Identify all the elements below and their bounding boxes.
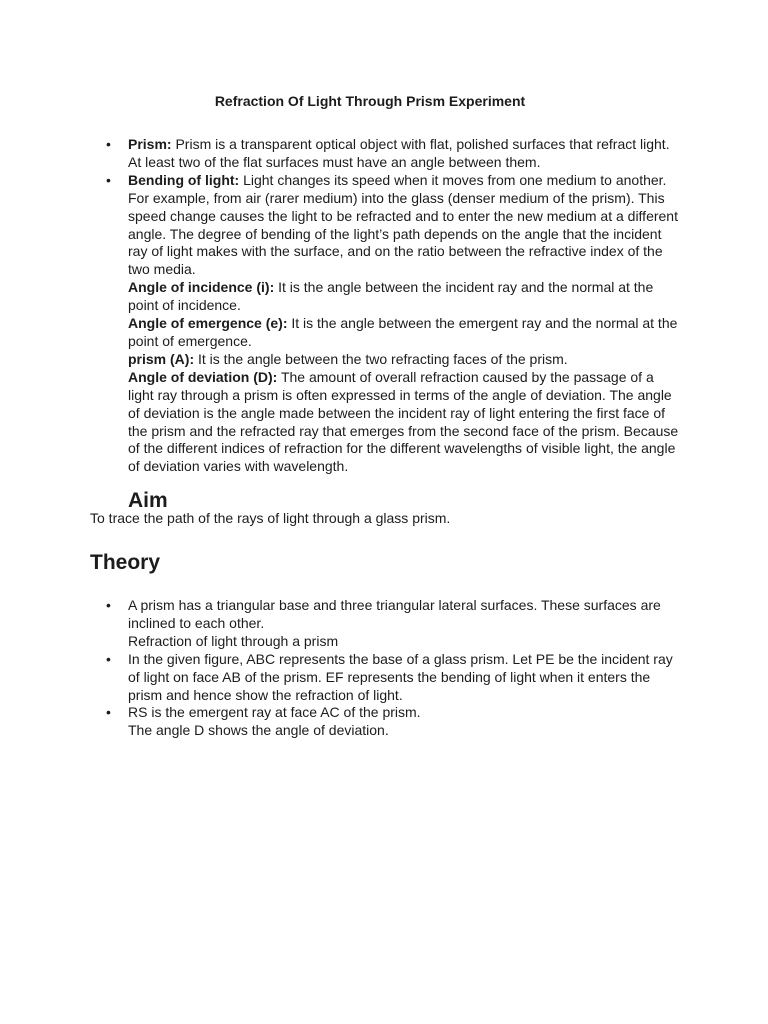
aim-text: To trace the path of the rays of light through a glass prism. [90, 510, 451, 526]
definition-bending-of-light [128, 172, 680, 279]
bullet-icon: • [106, 171, 111, 188]
bullet-icon: • [106, 136, 111, 152]
definition-text: The amount of overall refraction caused by the passage of a light ray through a prism is often expressed in terms of the angle of deviation. The angle of deviation is the angle made between the incident ray of light entering the first face of the prism and the refracted ray that emerges from the second face of the prism. Because of the different indices of refraction for the different wavelengths of visible light, the angle of deviation varies with wavelength. [128, 368, 679, 475]
definition-text: Prism is a transparent optical object with flat, polished surfaces that refract light. At least two of the flat surfaces must have an angle between them. [128, 136, 670, 170]
theory-item-text: In the given figure, ABC represents the base of a glass prism. Let PE be the incident ray of light on face AB of the prism. EF represents the bending of light when it enters the prism and hence show the refraction of light. [128, 650, 673, 703]
theory-heading: Theory [90, 551, 161, 574]
list-item [90, 136, 680, 172]
bullet-icon: • [106, 704, 111, 721]
definition-term: prism (A): [128, 350, 195, 367]
bullet-icon: • [106, 650, 111, 667]
definition-text: Light changes its speed when it moves from one medium to another. For example, from air (rarer medium) into the glass (denser medium of the prism). This speed change causes the light to be refracted and to enter the new medium at a different angle. The degree of bending of the light’s path depends on the angle that the incident ray of light makes with the surface, and on the ratio between the refractive index of the two media. [128, 171, 678, 278]
list-item [90, 704, 680, 740]
definition-text: It is the angle between the incident ray and the normal at the point of incidence. [128, 279, 654, 314]
definition-angle-of-emergence [128, 315, 680, 351]
definition-text: It is the angle between the two refracting faces of the prism. [194, 350, 568, 367]
definitions-list [90, 136, 680, 476]
list-item [90, 597, 680, 651]
theory-item-extra: Refraction of light through a prism [128, 632, 339, 649]
list-item [90, 651, 680, 705]
definition-angle-of-incidence [128, 279, 680, 315]
theory-item-text: RS is the emergent ray at face AC of the prism. [128, 704, 421, 721]
theory-item-text: A prism has a triangular base and three triangular lateral surfaces. These surfaces are inclined to each other. [128, 597, 661, 631]
list-item [90, 172, 680, 476]
document-title: Refraction Of Light Through Prism Experiment [214, 93, 526, 109]
definition-angle-of-deviation [128, 369, 680, 476]
definition-term: Angle of incidence (i): [128, 279, 275, 296]
bullet-icon: • [106, 597, 111, 613]
aim-heading: Aim [128, 489, 168, 512]
definition-prism-angle [128, 351, 680, 369]
definition-text: It is the angle between the emergent ray and the normal at the point of emergence. [128, 315, 678, 349]
definition-term: Bending of light: [128, 171, 240, 188]
theory-list [90, 597, 680, 740]
theory-item-extra: The angle D shows the angle of deviation. [128, 722, 389, 739]
definition-prism [128, 136, 680, 172]
definition-term: Prism: [128, 136, 172, 152]
definition-term: Angle of emergence (e): [128, 315, 288, 332]
definition-term: Angle of deviation (D): [128, 368, 278, 385]
